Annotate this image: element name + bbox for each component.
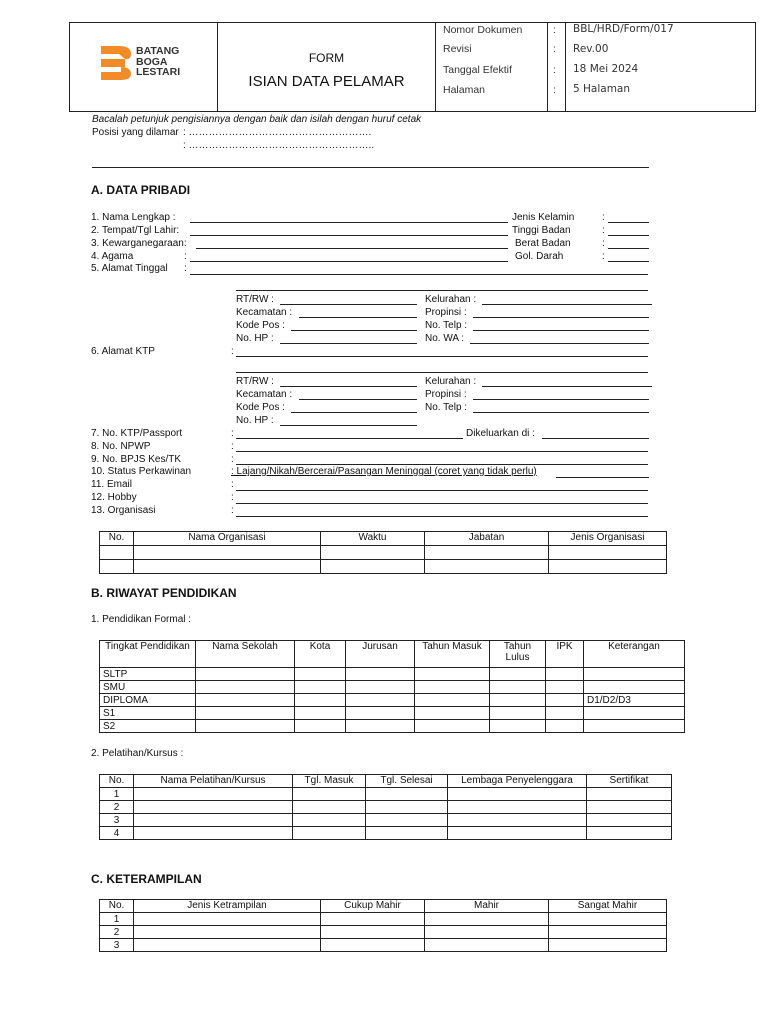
bpjs-input[interactable]: [236, 464, 648, 465]
table-row: [100, 913, 667, 926]
table-cell[interactable]: [293, 801, 366, 814]
note-cell[interactable]: D1/D2/D3: [584, 694, 685, 707]
table-header: Sertifikat: [587, 775, 672, 788]
table-cell[interactable]: [415, 720, 490, 733]
colon: :: [184, 251, 187, 262]
row-number: 2: [100, 801, 134, 814]
meta-sep: :: [553, 24, 556, 36]
table-header: No.: [100, 900, 134, 913]
table-header: Jabatan: [425, 532, 549, 546]
row-number: 3: [100, 939, 134, 952]
colon: :: [231, 454, 234, 465]
meta-value: Rev.00: [573, 43, 609, 55]
kodepos-label: Kode Pos :: [236, 402, 285, 413]
table-cell[interactable]: [587, 814, 672, 827]
table-row: [100, 694, 685, 707]
propinsi-input[interactable]: [473, 317, 649, 318]
table-cell[interactable]: [346, 694, 415, 707]
row-number: 1: [100, 788, 134, 801]
table-cell[interactable]: [549, 546, 667, 560]
colon: :: [231, 492, 234, 503]
dikeluarkan-input[interactable]: [542, 438, 649, 439]
table-cell[interactable]: [490, 681, 546, 694]
row-number: 2: [100, 926, 134, 939]
status-label: 10. Status Perkawinan: [91, 466, 192, 477]
kelurahan-input[interactable]: [482, 386, 652, 387]
logo-line: BATANG: [136, 45, 180, 57]
table-header: Tgl. Masuk: [293, 775, 366, 788]
npwp-label: 8. No. NPWP: [91, 441, 151, 452]
table-cell[interactable]: [134, 546, 321, 560]
agama-label: 4. Agama: [91, 251, 134, 262]
table-cell[interactable]: [549, 560, 667, 574]
alamat-tinggal-input[interactable]: [190, 274, 648, 275]
table-cell[interactable]: [546, 707, 584, 720]
table-header: Keterangan: [584, 641, 685, 668]
table-header: Tahun Masuk: [415, 641, 490, 668]
level-cell: SLTP: [100, 668, 196, 681]
hobby-label: 12. Hobby: [91, 492, 137, 503]
colon: :: [602, 212, 605, 223]
berat-label: Berat Badan: [515, 238, 571, 249]
kursus-table: [99, 774, 672, 840]
table-header: Waktu: [321, 532, 425, 546]
table-cell[interactable]: [346, 720, 415, 733]
table-cell[interactable]: [321, 546, 425, 560]
table-cell[interactable]: [546, 720, 584, 733]
npwp-input[interactable]: [236, 451, 648, 452]
row-number: 1: [100, 913, 134, 926]
pendidikan-table: [99, 640, 685, 733]
rtrw-input[interactable]: [280, 304, 417, 305]
table-cell[interactable]: [196, 668, 295, 681]
table-row: [100, 668, 685, 681]
alamat-ktp-input-2[interactable]: [236, 372, 648, 373]
table-cell[interactable]: [134, 913, 321, 926]
posisi-field-2[interactable]: : ………………………………………………..: [183, 140, 375, 151]
table-header: IPK: [546, 641, 584, 668]
table-header: Tahun Lulus: [490, 641, 546, 668]
organisasi-table: [99, 531, 667, 574]
colon: :: [231, 479, 234, 490]
table-cell[interactable]: [448, 814, 587, 827]
table-cell[interactable]: [425, 913, 549, 926]
table-header: Nama Organisasi: [134, 532, 321, 546]
meta-label: Halaman: [443, 84, 486, 96]
posisi-field-1[interactable]: : ……………………………………………….: [183, 127, 372, 138]
table-row: [100, 546, 667, 560]
table-cell[interactable]: [346, 707, 415, 720]
meta-sep: :: [553, 43, 556, 55]
form-title: ISIAN DATA PELAMAR: [248, 73, 405, 90]
kursus-label: 2. Pelatihan/Kursus :: [91, 748, 184, 759]
ktp-label: 7. No. KTP/Passport: [91, 428, 183, 439]
email-label: 11. Email: [91, 479, 132, 490]
organisasi-label: 13. Organisasi: [91, 505, 156, 516]
level-cell: S2: [100, 720, 196, 733]
table-cell[interactable]: [425, 939, 549, 952]
table-cell[interactable]: [490, 720, 546, 733]
table-cell[interactable]: [295, 694, 346, 707]
table-row: [100, 720, 685, 733]
table-cell[interactable]: [549, 913, 667, 926]
table-cell[interactable]: [134, 827, 293, 840]
table-cell[interactable]: [293, 827, 366, 840]
darah-input[interactable]: [608, 261, 649, 262]
table-cell[interactable]: [425, 560, 549, 574]
table-cell[interactable]: [366, 814, 448, 827]
table-cell[interactable]: [346, 668, 415, 681]
table-cell[interactable]: [134, 560, 321, 574]
table-cell[interactable]: [415, 694, 490, 707]
table-cell[interactable]: [295, 668, 346, 681]
table-cell[interactable]: [100, 560, 134, 574]
table-header: Nama Sekolah: [196, 641, 295, 668]
kewarganegaraan-input[interactable]: [196, 248, 508, 249]
table-row: [100, 801, 672, 814]
propinsi-label: Propinsi :: [425, 389, 467, 400]
table-header: Cukup Mahir: [321, 900, 425, 913]
header-divider: [565, 23, 566, 111]
table-cell[interactable]: [549, 939, 667, 952]
table-cell[interactable]: [321, 560, 425, 574]
bpjs-label: 9. No. BPJS Kes/TK: [91, 454, 182, 465]
ttl-input[interactable]: [190, 235, 508, 236]
table-cell[interactable]: [196, 681, 295, 694]
rtrw-label: RT/RW :: [236, 376, 274, 387]
table-cell[interactable]: [415, 668, 490, 681]
tinggi-label: Tinggi Badan: [512, 225, 571, 236]
colon: :: [602, 238, 605, 249]
table-header: Kota: [295, 641, 346, 668]
table-header: Mahir: [425, 900, 549, 913]
table-cell[interactable]: [196, 694, 295, 707]
table-header: Jenis Ketrampilan: [134, 900, 321, 913]
kelurahan-input[interactable]: [482, 304, 652, 305]
table-cell[interactable]: [415, 707, 490, 720]
table-cell[interactable]: [490, 668, 546, 681]
section-a-title: A. DATA PRIBADI: [91, 183, 191, 197]
kecamatan-label: Kecamatan :: [236, 389, 293, 400]
kodepos-input[interactable]: [291, 412, 417, 413]
table-row: [100, 939, 667, 952]
table-cell[interactable]: [321, 913, 425, 926]
table-row: [100, 827, 672, 840]
ttl-label: 2. Tempat/Tgl Lahir:: [91, 225, 180, 236]
hp-input[interactable]: [280, 425, 417, 426]
meta-label: Revisi: [443, 43, 472, 55]
colon: :: [184, 263, 187, 274]
table-cell[interactable]: [448, 788, 587, 801]
email-input[interactable]: [236, 490, 648, 491]
level-cell: SMU: [100, 681, 196, 694]
posisi-label: Posisi yang dilamar: [92, 127, 179, 138]
kecamatan-input[interactable]: [299, 317, 417, 318]
table-header: Nama Pelatihan/Kursus: [134, 775, 293, 788]
agama-input[interactable]: [190, 261, 508, 262]
instructions-text: Bacalah petunjuk pengisiannya dengan baik dan isilah dengan huruf cetak: [92, 114, 422, 125]
section-b-title: B. RIWAYAT PENDIDIKAN: [91, 586, 237, 600]
table-row: [100, 814, 672, 827]
table-header: Jenis Organisasi: [549, 532, 667, 546]
organisasi-input[interactable]: [236, 516, 648, 517]
note-cell[interactable]: [584, 720, 685, 733]
table-header: Tingkat Pendidikan: [100, 641, 196, 668]
table-cell[interactable]: [134, 788, 293, 801]
table-cell[interactable]: [321, 926, 425, 939]
table-cell[interactable]: [346, 681, 415, 694]
table-cell[interactable]: [587, 827, 672, 840]
company-logo-icon: [101, 46, 131, 80]
telp-input[interactable]: [473, 412, 649, 413]
colon: :: [602, 225, 605, 236]
alamat-ktp-input[interactable]: [236, 356, 648, 357]
alamat-tinggal-label: 5. Alamat Tinggal: [91, 263, 168, 274]
keterampilan-table: [99, 899, 667, 952]
table-cell[interactable]: [587, 801, 672, 814]
alamat-ktp-label: 6. Alamat KTP: [91, 346, 155, 357]
telp-input[interactable]: [473, 330, 649, 331]
note-cell[interactable]: [584, 668, 685, 681]
alamat-tinggal-input-2[interactable]: [236, 290, 648, 291]
nama-label: 1. Nama Lengkap :: [91, 212, 176, 223]
berat-input[interactable]: [608, 248, 649, 249]
document-header: [69, 22, 756, 112]
table-header: No.: [100, 775, 134, 788]
colon: :: [231, 428, 234, 439]
table-cell[interactable]: [295, 707, 346, 720]
header-divider: [435, 23, 436, 111]
header-divider: [547, 23, 548, 111]
table-cell[interactable]: [425, 546, 549, 560]
table-cell[interactable]: [295, 681, 346, 694]
meta-label: Tanggal Efektif: [443, 64, 512, 76]
table-cell[interactable]: [293, 788, 366, 801]
table-row: [100, 926, 667, 939]
table-cell[interactable]: [196, 720, 295, 733]
table-cell[interactable]: [425, 926, 549, 939]
table-cell[interactable]: [448, 801, 587, 814]
jenis-kelamin-label: Jenis Kelamin: [512, 212, 575, 223]
tinggi-input[interactable]: [608, 235, 649, 236]
table-cell[interactable]: [546, 681, 584, 694]
wa-input[interactable]: [470, 343, 649, 344]
table-header: Tgl. Selesai: [366, 775, 448, 788]
table-cell[interactable]: [295, 720, 346, 733]
hp-label: No. HP :: [236, 333, 274, 344]
telp-label: No. Telp :: [425, 402, 468, 413]
row-number: 4: [100, 827, 134, 840]
colon: :: [602, 251, 605, 262]
note-cell[interactable]: [584, 707, 685, 720]
table-header: Sangat Mahir: [549, 900, 667, 913]
note-cell[interactable]: [584, 681, 685, 694]
ktp-input[interactable]: [236, 438, 463, 439]
table-cell[interactable]: [546, 694, 584, 707]
kecamatan-input[interactable]: [299, 399, 417, 400]
table-cell[interactable]: [293, 814, 366, 827]
table-cell[interactable]: [587, 788, 672, 801]
table-row: [100, 788, 672, 801]
table-cell[interactable]: [366, 801, 448, 814]
dikeluarkan-label: Dikeluarkan di :: [466, 428, 535, 439]
section-c-title: C. KETERAMPILAN: [91, 872, 202, 886]
company-logo-text: [136, 46, 180, 78]
level-cell: DIPLOMA: [100, 694, 196, 707]
rtrw-input[interactable]: [280, 386, 417, 387]
kodepos-input[interactable]: [291, 330, 417, 331]
table-row: [100, 707, 685, 720]
meta-label: Nomor Dokumen: [443, 24, 523, 36]
logo-line: LESTARI: [136, 66, 181, 78]
colon: :: [231, 505, 234, 516]
table-cell[interactable]: [134, 926, 321, 939]
table-header: Jurusan: [346, 641, 415, 668]
kecamatan-label: Kecamatan :: [236, 307, 293, 318]
table-row: [100, 681, 685, 694]
jenis-kelamin-input[interactable]: [608, 222, 649, 223]
table-cell[interactable]: [549, 926, 667, 939]
table-cell[interactable]: [134, 939, 321, 952]
table-cell[interactable]: [196, 707, 295, 720]
meta-sep: :: [553, 84, 556, 96]
table-cell[interactable]: [100, 546, 134, 560]
table-row: [100, 560, 667, 574]
status-input[interactable]: [556, 477, 649, 478]
meta-value: 18 Mei 2024: [573, 63, 639, 75]
propinsi-input[interactable]: [473, 399, 649, 400]
table-cell[interactable]: [546, 668, 584, 681]
formal-label: 1. Pendidikan Formal :: [91, 614, 192, 625]
table-header: No.: [100, 532, 134, 546]
colon: :: [231, 346, 234, 357]
hobby-input[interactable]: [236, 503, 648, 504]
meta-sep: :: [553, 64, 556, 76]
table-header: Lembaga Penyelenggara: [448, 775, 587, 788]
hp-input[interactable]: [280, 343, 417, 344]
darah-label: Gol. Darah: [515, 251, 564, 262]
kelurahan-label: Kelurahan :: [425, 294, 477, 305]
status-options[interactable]: : Lajang/Nikah/Bercerai/Pasangan Meninggal (coret yang tidak perlu): [231, 466, 537, 477]
kelurahan-label: Kelurahan :: [425, 376, 477, 387]
separator-line: [92, 167, 649, 168]
table-cell[interactable]: [490, 694, 546, 707]
table-cell[interactable]: [366, 788, 448, 801]
table-cell[interactable]: [366, 827, 448, 840]
colon: :: [231, 441, 234, 452]
nama-input[interactable]: [190, 222, 508, 223]
hp-label: No. HP :: [236, 415, 274, 426]
table-cell[interactable]: [321, 939, 425, 952]
table-cell[interactable]: [134, 801, 293, 814]
table-cell[interactable]: [134, 814, 293, 827]
logo-line: BOGA: [136, 55, 168, 68]
kewarganegaraan-label: 3. Kewarganegaraan:: [91, 238, 187, 249]
table-cell[interactable]: [490, 707, 546, 720]
kodepos-label: Kode Pos :: [236, 320, 285, 331]
table-cell[interactable]: [448, 827, 587, 840]
meta-value: 5 Halaman: [573, 83, 631, 95]
level-cell: S1: [100, 707, 196, 720]
telp-label: No. Telp :: [425, 320, 468, 331]
rtrw-label: RT/RW :: [236, 294, 274, 305]
header-divider: [217, 23, 218, 111]
propinsi-label: Propinsi :: [425, 307, 467, 318]
wa-label: No. WA :: [425, 333, 465, 344]
table-cell[interactable]: [415, 681, 490, 694]
row-number: 3: [100, 814, 134, 827]
meta-value: BBL/HRD/Form/017: [573, 23, 674, 35]
form-label: FORM: [308, 51, 345, 65]
